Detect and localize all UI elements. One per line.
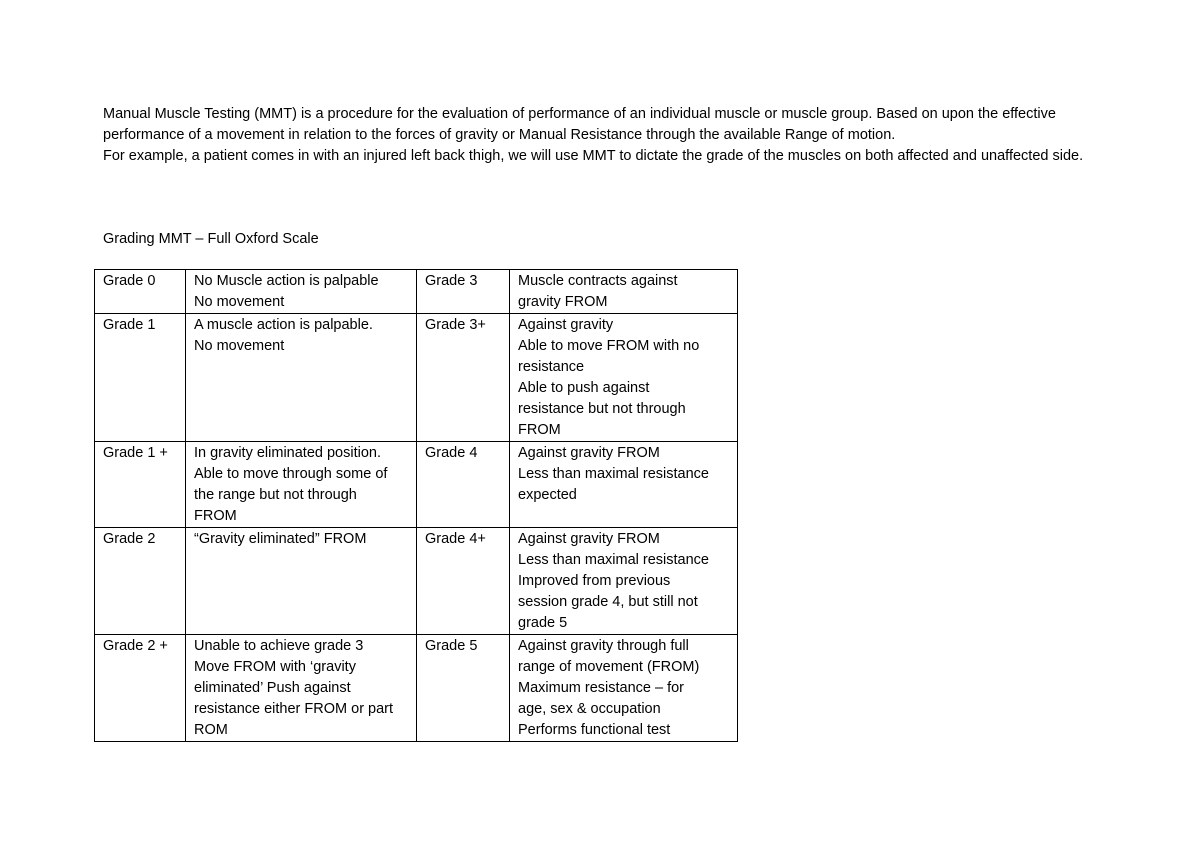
description-line: Against gravity through full (518, 638, 689, 654)
description-line: No Muscle action is palpable (194, 273, 379, 289)
description-line: Against gravity FROM (518, 445, 660, 461)
description-line: resistance (518, 359, 585, 375)
description-line: Able to move through some of (194, 466, 388, 482)
description-line: expected (518, 487, 577, 503)
grade-label: Grade 4+ (417, 528, 510, 635)
description-line: Less than maximal resistance (518, 466, 709, 482)
description-line: grade 5 (518, 615, 568, 631)
description-line: Able to push against (518, 380, 650, 396)
grade-label: Grade 3+ (417, 314, 510, 442)
grade-description (510, 635, 738, 742)
grade-description (510, 528, 738, 635)
description-line: Maximum resistance – for (518, 680, 684, 696)
description-line: Improved from previous (518, 573, 671, 589)
grade-description (186, 270, 417, 314)
grades-table (94, 269, 738, 742)
description-line: age, sex & occupation (518, 701, 661, 717)
grade-label: Grade 2 (95, 528, 186, 635)
description-line: the range but not through (194, 487, 357, 503)
grade-label: Grade 3 (417, 270, 510, 314)
grade-label: Grade 5 (417, 635, 510, 742)
description-line: In gravity eliminated position. (194, 445, 381, 461)
description-line: Unable to achieve grade 3 (194, 638, 364, 654)
description-line: range of movement (FROM) (518, 659, 700, 675)
grade-description (186, 635, 417, 742)
table-row (95, 270, 738, 314)
grade-label: Grade 2 + (95, 635, 186, 742)
description-line: No movement (194, 338, 285, 354)
grade-description (186, 528, 417, 635)
example-paragraph: For example, a patient comes in with an injured left back thigh, we will use MMT to dictate the grade of the muscles on both affected and unaffected side. (103, 148, 1084, 164)
table-row (95, 442, 738, 528)
grade-label: Grade 4 (417, 442, 510, 528)
description-line: resistance but not through (518, 401, 686, 417)
table-row (95, 528, 738, 635)
description-line: A muscle action is palpable. (194, 317, 373, 333)
description-line: session grade 4, but still not (518, 594, 698, 610)
description-line: Performs functional test (518, 722, 671, 738)
description-line: Muscle contracts against (518, 273, 678, 289)
grade-label: Grade 0 (95, 270, 186, 314)
grade-label: Grade 1 (95, 314, 186, 442)
description-line: Move FROM with ‘gravity (194, 659, 356, 675)
grade-description (186, 314, 417, 442)
description-line: “Gravity eliminated” FROM (194, 531, 367, 547)
description-line: resistance either FROM or part (194, 701, 394, 717)
table-row (95, 635, 738, 742)
description-line: Able to move FROM with no (518, 338, 700, 354)
description-line: ROM (194, 722, 228, 738)
description-line: FROM (518, 422, 561, 438)
grade-description (186, 442, 417, 528)
intro-paragraph: Manual Muscle Testing (MMT) is a procedure for the evaluation of performance of an individual muscle or muscle group. Based on upon the effective performance of a movement in relation to the forces of gravity or Manual Resistance through the available Range of motion. (103, 106, 1056, 143)
table-row (95, 314, 738, 442)
intro-text (103, 104, 1093, 167)
description-line: gravity FROM (518, 294, 608, 310)
grade-description (510, 270, 738, 314)
scale-heading: Grading MMT – Full Oxford Scale (103, 231, 319, 247)
description-line: eliminated’ Push against (194, 680, 351, 696)
description-line: No movement (194, 294, 285, 310)
grade-label: Grade 1 + (95, 442, 186, 528)
description-line: Against gravity FROM (518, 531, 660, 547)
description-line: Against gravity (518, 317, 614, 333)
grade-description (510, 314, 738, 442)
description-line: Less than maximal resistance (518, 552, 709, 568)
grade-description (510, 442, 738, 528)
description-line: FROM (194, 508, 237, 524)
